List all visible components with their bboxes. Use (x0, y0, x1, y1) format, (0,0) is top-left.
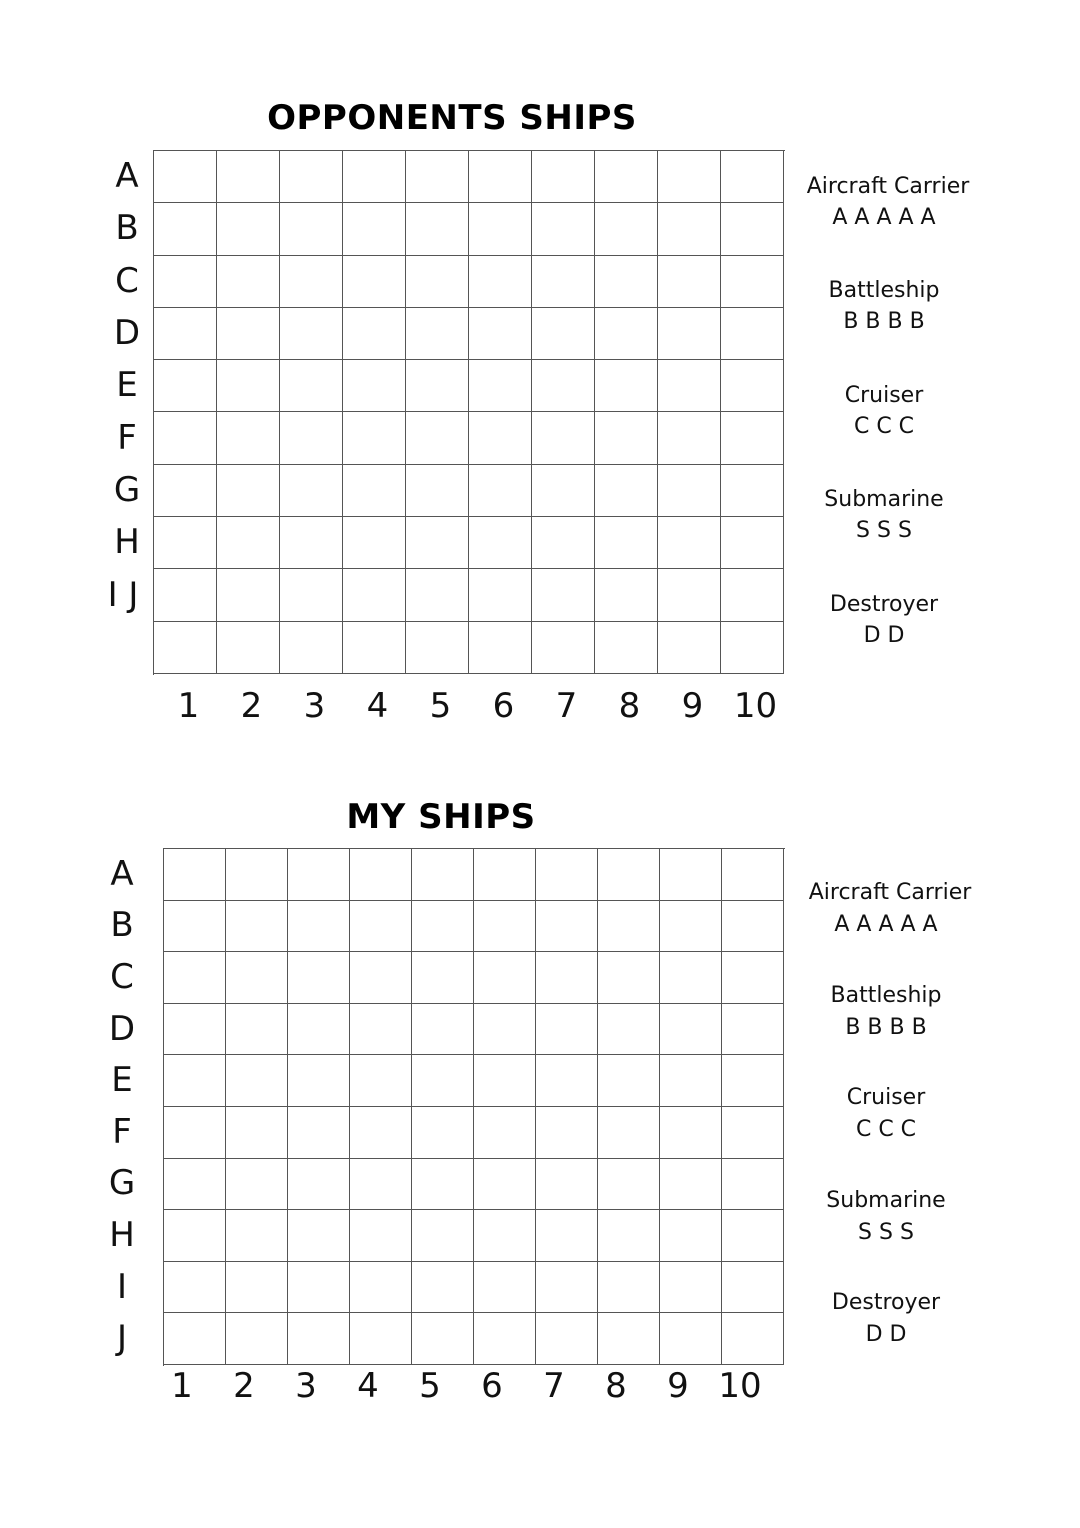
column-label: 1 (171, 1366, 193, 1406)
grid-cell[interactable] (532, 465, 595, 517)
grid-cell[interactable] (532, 308, 595, 360)
grid-cell[interactable] (598, 1313, 660, 1365)
grid-cell[interactable] (721, 203, 784, 255)
grid-cell[interactable] (532, 203, 595, 255)
column-label: 4 (357, 1366, 379, 1406)
grid-cell[interactable] (536, 1262, 598, 1314)
grid-cell[interactable] (721, 465, 784, 517)
grid-cell[interactable] (722, 1210, 784, 1262)
ship-name: Submarine (824, 487, 944, 512)
grid-cell[interactable] (469, 308, 532, 360)
grid-cell[interactable] (343, 412, 406, 464)
grid-cell[interactable] (226, 1107, 288, 1159)
grid-cell[interactable] (595, 517, 658, 569)
board-title: OPPONENTS SHIPS (267, 98, 637, 138)
column-label: 9 (681, 686, 704, 726)
grid-cell[interactable] (154, 256, 217, 308)
ship-code: C C C (853, 414, 915, 439)
grid-cell[interactable] (598, 1107, 660, 1159)
grid-cell[interactable] (722, 1159, 784, 1211)
column-label: 5 (429, 686, 452, 726)
grid-cell[interactable] (412, 1159, 474, 1211)
grid-cell[interactable] (660, 1107, 722, 1159)
column-label: 5 (419, 1366, 441, 1406)
grid-cell[interactable] (660, 1055, 722, 1107)
grid-cell[interactable] (722, 1055, 784, 1107)
column-label: 2 (233, 1366, 255, 1406)
grid-cell[interactable] (343, 465, 406, 517)
grid-cell[interactable] (532, 622, 595, 674)
grid-cell[interactable] (474, 1107, 536, 1159)
grid-cell[interactable] (154, 308, 217, 360)
row-label: C (110, 957, 134, 997)
grid-cell[interactable] (474, 1004, 536, 1056)
grid-cell[interactable] (226, 1210, 288, 1262)
grid-cell[interactable] (217, 203, 280, 255)
grid-cell[interactable] (660, 1262, 722, 1314)
row-label: C (115, 260, 139, 301)
row-label: F (112, 1111, 132, 1152)
ship-code: B B B B (845, 1015, 927, 1040)
ship-name: Destroyer (831, 1290, 941, 1315)
row-label: G (113, 469, 141, 510)
grid-cell[interactable] (154, 622, 217, 674)
grid-cell[interactable] (412, 849, 474, 901)
row-label: E (111, 1060, 133, 1101)
grid-cell[interactable] (532, 412, 595, 464)
grid-cell[interactable] (660, 1159, 722, 1211)
grid-cell[interactable] (406, 203, 469, 255)
ship-code: D D (865, 1322, 907, 1347)
grid-cell[interactable] (474, 1055, 536, 1107)
grid-cell[interactable] (288, 1262, 350, 1314)
grid-cell[interactable] (536, 1159, 598, 1211)
row-label: B (110, 905, 134, 946)
grid-cell[interactable] (406, 517, 469, 569)
grid-cell[interactable] (469, 151, 532, 203)
row-label: A (115, 156, 139, 197)
grid-cell[interactable] (658, 360, 721, 412)
grid-cell[interactable] (226, 1004, 288, 1056)
grid-cell[interactable] (288, 901, 350, 953)
grid-cell[interactable] (722, 952, 784, 1004)
grid-cell[interactable] (343, 569, 406, 621)
grid-cell[interactable] (226, 849, 288, 901)
grid-cell[interactable] (350, 1262, 412, 1314)
row-label: H (114, 522, 140, 563)
grid-cell[interactable] (412, 1313, 474, 1365)
grid-cell[interactable] (350, 901, 412, 953)
row-label: D (113, 313, 141, 354)
grid-cell[interactable] (721, 308, 784, 360)
grid-cell[interactable] (412, 1210, 474, 1262)
grid-cell[interactable] (660, 901, 722, 953)
grid-cell[interactable] (164, 1262, 226, 1314)
grid-cell[interactable] (350, 1004, 412, 1056)
row-label: I (116, 1266, 128, 1307)
grid-cell[interactable] (406, 308, 469, 360)
grid-cell[interactable] (722, 1262, 784, 1314)
grid-cell[interactable] (469, 465, 532, 517)
grid-cell[interactable] (343, 622, 406, 674)
row-label: G (108, 1163, 136, 1204)
grid-cell[interactable] (658, 517, 721, 569)
grid-cell[interactable] (280, 465, 343, 517)
ship-code: C C C (855, 1117, 917, 1142)
grid-cell[interactable] (598, 1055, 660, 1107)
grid-cell[interactable] (722, 1313, 784, 1365)
column-label: 10 (733, 686, 778, 726)
grid-cell[interactable] (598, 849, 660, 901)
grid-cell[interactable] (412, 1107, 474, 1159)
grid-cell[interactable] (406, 465, 469, 517)
grid-cell[interactable] (721, 517, 784, 569)
grid-cell[interactable] (164, 1055, 226, 1107)
grid-cell[interactable] (595, 256, 658, 308)
grid-cell[interactable] (474, 1210, 536, 1262)
row-label: B (115, 208, 139, 249)
grid-cell[interactable] (660, 849, 722, 901)
grid-cell[interactable] (288, 849, 350, 901)
grid-cell[interactable] (406, 412, 469, 464)
grid-cell[interactable] (722, 1004, 784, 1056)
grid-cell[interactable] (154, 517, 217, 569)
column-label: 4 (366, 686, 389, 726)
grid-cell[interactable] (598, 1159, 660, 1211)
row-label: D (108, 1008, 136, 1049)
grid-cell[interactable] (595, 569, 658, 621)
row-label: I J (107, 574, 139, 615)
grid-cell[interactable] (536, 1210, 598, 1262)
target-grid (163, 848, 785, 1366)
grid-cell[interactable] (536, 849, 598, 901)
grid-cell[interactable] (658, 151, 721, 203)
grid-cell[interactable] (722, 849, 784, 901)
grid-cell[interactable] (412, 1004, 474, 1056)
grid-cell[interactable] (721, 151, 784, 203)
column-label: 3 (303, 686, 326, 726)
grid-cell[interactable] (660, 1313, 722, 1365)
row-label: A (110, 853, 134, 894)
ship-code: D D (863, 623, 905, 648)
grid-cell[interactable] (164, 849, 226, 901)
grid-cell[interactable] (536, 901, 598, 953)
grid-cell[interactable] (660, 1210, 722, 1262)
grid-cell[interactable] (164, 1313, 226, 1365)
ship-name: Destroyer (829, 592, 939, 617)
grid-cell[interactable] (154, 203, 217, 255)
row-label: F (117, 417, 137, 458)
column-label: 3 (295, 1366, 317, 1406)
grid-cell[interactable] (721, 622, 784, 674)
grid-cell[interactable] (532, 151, 595, 203)
ship-name: Cruiser (846, 1085, 926, 1110)
grid-cell[interactable] (164, 1004, 226, 1056)
ship-code: S S S (856, 518, 912, 543)
grid-cell[interactable] (350, 1055, 412, 1107)
ship-name: Aircraft Carrier (806, 174, 970, 199)
grid-cell[interactable] (288, 1107, 350, 1159)
ship-code: A A A A A (834, 912, 938, 937)
grid-cell[interactable] (406, 256, 469, 308)
grid-cell[interactable] (595, 203, 658, 255)
target-grid (153, 150, 785, 675)
grid-cell[interactable] (226, 952, 288, 1004)
grid-cell[interactable] (474, 849, 536, 901)
grid-cell[interactable] (595, 151, 658, 203)
grid-cell[interactable] (343, 256, 406, 308)
grid-cell[interactable] (658, 569, 721, 621)
ship-code: B B B B (843, 309, 925, 334)
grid-cell[interactable] (536, 1004, 598, 1056)
column-label: 10 (718, 1366, 762, 1406)
grid-cell[interactable] (217, 622, 280, 674)
grid-cell[interactable] (217, 360, 280, 412)
grid-cell[interactable] (598, 1004, 660, 1056)
grid-cell[interactable] (217, 256, 280, 308)
column-label: 9 (667, 1366, 689, 1406)
grid-cell[interactable] (288, 1004, 350, 1056)
grid-cell[interactable] (658, 256, 721, 308)
grid-cell[interactable] (406, 151, 469, 203)
grid-cell[interactable] (721, 360, 784, 412)
grid-cell[interactable] (412, 1055, 474, 1107)
grid-cell[interactable] (474, 1159, 536, 1211)
grid-cell[interactable] (658, 622, 721, 674)
grid-cell[interactable] (226, 1159, 288, 1211)
grid-cell[interactable] (469, 203, 532, 255)
column-label: 7 (543, 1366, 565, 1406)
grid-cell[interactable] (164, 901, 226, 953)
grid-cell[interactable] (343, 203, 406, 255)
grid-cell[interactable] (412, 1262, 474, 1314)
grid-cell[interactable] (469, 412, 532, 464)
column-label: 7 (555, 686, 578, 726)
row-label: J (116, 1318, 128, 1359)
grid-cell[interactable] (412, 901, 474, 953)
grid-cell[interactable] (658, 203, 721, 255)
grid-cell[interactable] (598, 952, 660, 1004)
column-label: 6 (481, 1366, 503, 1406)
grid-cell[interactable] (217, 412, 280, 464)
grid-cell[interactable] (658, 308, 721, 360)
grid-cell[interactable] (469, 256, 532, 308)
grid-cell[interactable] (532, 256, 595, 308)
grid-cell[interactable] (343, 360, 406, 412)
grid-cell[interactable] (280, 569, 343, 621)
ship-name: Aircraft Carrier (808, 880, 972, 905)
grid-cell[interactable] (217, 151, 280, 203)
grid-cell[interactable] (288, 1313, 350, 1365)
grid-cell[interactable] (350, 1313, 412, 1365)
grid-cell[interactable] (226, 901, 288, 953)
column-label: 2 (240, 686, 263, 726)
grid-cell[interactable] (598, 901, 660, 953)
ship-code: A A A A A (832, 205, 936, 230)
grid-cell[interactable] (536, 952, 598, 1004)
grid-cell[interactable] (280, 203, 343, 255)
grid-cell[interactable] (532, 517, 595, 569)
column-label: 1 (177, 686, 200, 726)
grid-cell[interactable] (658, 465, 721, 517)
column-label: 8 (618, 686, 641, 726)
grid-cell[interactable] (280, 308, 343, 360)
grid-cell[interactable] (154, 569, 217, 621)
column-label: 8 (605, 1366, 627, 1406)
grid-cell[interactable] (406, 569, 469, 621)
grid-cell[interactable] (469, 517, 532, 569)
grid-cell[interactable] (406, 622, 469, 674)
grid-cell[interactable] (154, 360, 217, 412)
grid-cell[interactable] (288, 952, 350, 1004)
grid-cell[interactable] (350, 1107, 412, 1159)
grid-cell[interactable] (532, 569, 595, 621)
grid-cell[interactable] (658, 412, 721, 464)
column-label: 6 (492, 686, 515, 726)
ship-name: Battleship (830, 983, 942, 1008)
grid-cell[interactable] (280, 622, 343, 674)
grid-cell[interactable] (343, 517, 406, 569)
grid-cell[interactable] (164, 952, 226, 1004)
grid-cell[interactable] (406, 360, 469, 412)
grid-cell[interactable] (288, 1210, 350, 1262)
grid-cell[interactable] (226, 1313, 288, 1365)
grid-cell[interactable] (469, 360, 532, 412)
board-title: MY SHIPS (346, 797, 536, 837)
grid-cell[interactable] (280, 360, 343, 412)
grid-cell[interactable] (536, 1055, 598, 1107)
grid-cell[interactable] (660, 1004, 722, 1056)
grid-cell[interactable] (280, 151, 343, 203)
grid-cell[interactable] (474, 1313, 536, 1365)
grid-cell[interactable] (217, 465, 280, 517)
grid-cell[interactable] (164, 1210, 226, 1262)
grid-cell[interactable] (474, 901, 536, 953)
grid-cell[interactable] (154, 151, 217, 203)
grid-cell[interactable] (598, 1262, 660, 1314)
grid-cell[interactable] (154, 465, 217, 517)
grid-cell[interactable] (288, 1159, 350, 1211)
grid-cell[interactable] (154, 412, 217, 464)
grid-cell[interactable] (280, 517, 343, 569)
grid-cell[interactable] (595, 360, 658, 412)
grid-cell[interactable] (280, 256, 343, 308)
grid-cell[interactable] (598, 1210, 660, 1262)
grid-cell[interactable] (343, 151, 406, 203)
grid-cell[interactable] (350, 952, 412, 1004)
grid-cell[interactable] (226, 1262, 288, 1314)
grid-cell[interactable] (164, 1107, 226, 1159)
grid-cell[interactable] (474, 952, 536, 1004)
grid-cell[interactable] (722, 901, 784, 953)
grid-cell[interactable] (350, 849, 412, 901)
ship-name: Submarine (826, 1188, 946, 1213)
grid-cell[interactable] (217, 569, 280, 621)
grid-cell[interactable] (226, 1055, 288, 1107)
grid-cell[interactable] (595, 412, 658, 464)
grid-cell[interactable] (721, 412, 784, 464)
ship-name: Battleship (828, 278, 940, 303)
grid-cell[interactable] (280, 412, 343, 464)
grid-cell[interactable] (595, 465, 658, 517)
grid-cell[interactable] (412, 952, 474, 1004)
grid-cell[interactable] (595, 622, 658, 674)
grid-cell[interactable] (164, 1159, 226, 1211)
grid-cell[interactable] (474, 1262, 536, 1314)
grid-cell[interactable] (350, 1210, 412, 1262)
grid-cell[interactable] (721, 256, 784, 308)
grid-cell[interactable] (288, 1055, 350, 1107)
ship-name: Cruiser (844, 383, 924, 408)
grid-cell[interactable] (660, 952, 722, 1004)
grid-cell[interactable] (721, 569, 784, 621)
grid-cell[interactable] (532, 360, 595, 412)
grid-cell[interactable] (536, 1313, 598, 1365)
grid-cell[interactable] (343, 308, 406, 360)
grid-cell[interactable] (469, 569, 532, 621)
grid-cell[interactable] (595, 308, 658, 360)
grid-cell[interactable] (536, 1107, 598, 1159)
grid-cell[interactable] (217, 517, 280, 569)
grid-cell[interactable] (469, 622, 532, 674)
grid-cell[interactable] (217, 308, 280, 360)
grid-cell[interactable] (722, 1107, 784, 1159)
grid-cell[interactable] (350, 1159, 412, 1211)
ship-code: S S S (858, 1220, 914, 1245)
row-label: H (109, 1215, 135, 1255)
row-label: E (116, 365, 138, 406)
